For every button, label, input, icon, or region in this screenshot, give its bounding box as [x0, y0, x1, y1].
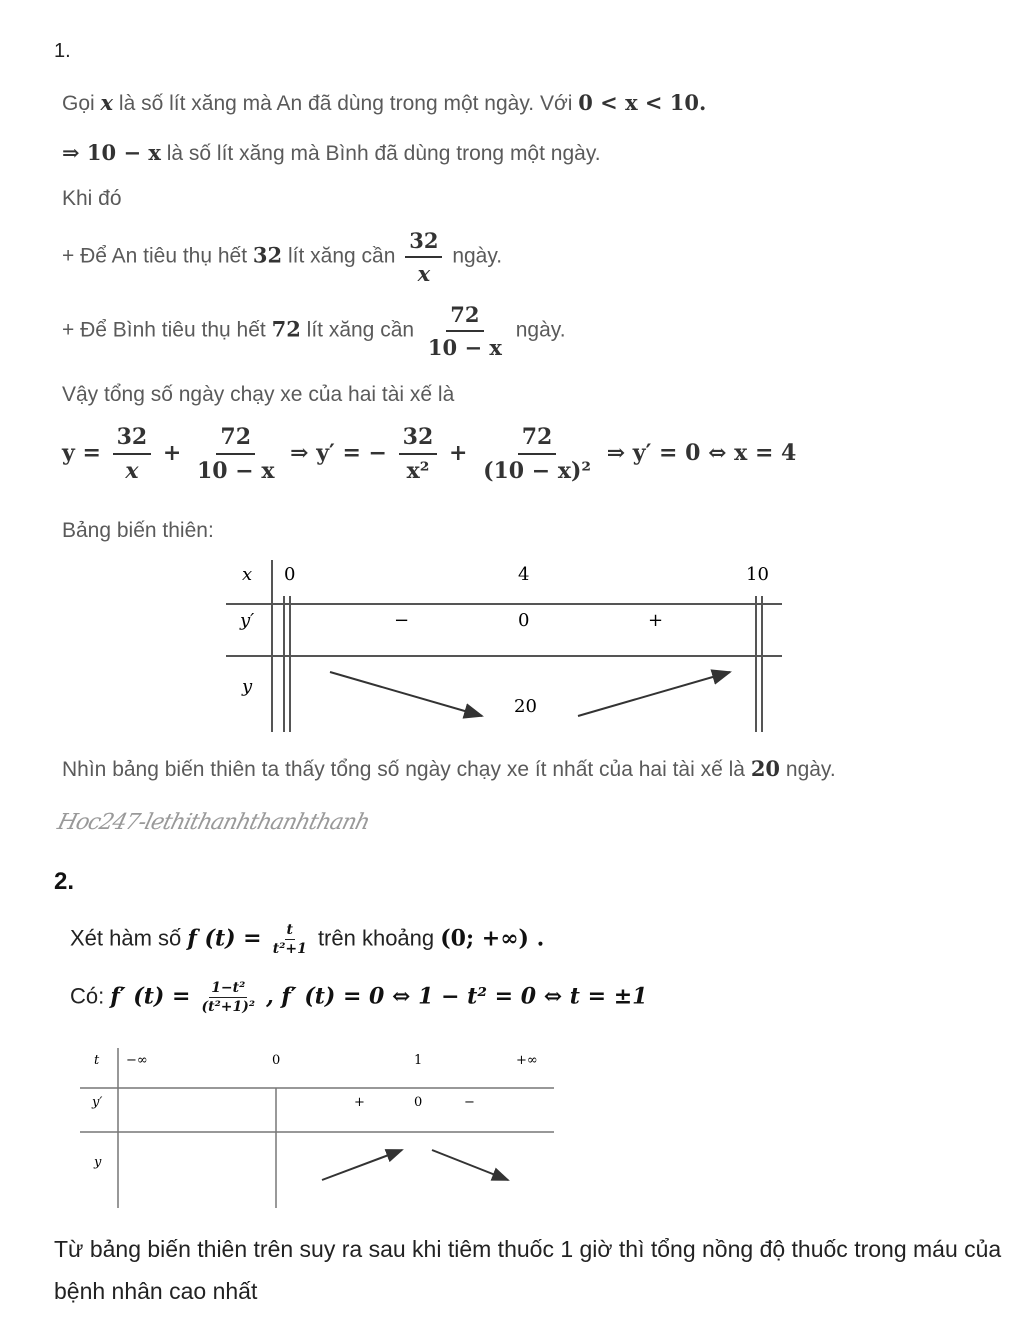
table-sign-plus: +: [354, 1095, 365, 1110]
part2-line1: [70, 922, 544, 957]
part1-line4: [62, 228, 502, 286]
fraction-denominator: 10 − x: [427, 335, 502, 360]
text: Nhìn bảng biến thiên ta thấy tổng số ngày chạy xe ít nhất của hai tài xế là: [62, 758, 745, 781]
variation-table-2: [76, 1044, 560, 1212]
table-x-10: 10: [746, 564, 769, 585]
fraction-denominator: x: [417, 261, 431, 286]
table-label-t: t: [94, 1053, 100, 1068]
text: trên khoảng: [317, 925, 435, 951]
part2-conclusion: Từ bảng biến thiên trên suy ra sau khi tiêm thuốc 1 giờ thì tổng nồng độ thuốc trong máu của bệnh nhân cao nhất: [54, 1236, 1002, 1304]
table-label-yprime: y′: [92, 1095, 103, 1110]
text: + Để Bình tiêu thụ hết: [62, 318, 266, 342]
fraction-numerator: t: [286, 922, 293, 938]
math-number: 72: [271, 316, 301, 342]
eq-part: ⇒ y′ = 0 ⇔ x = 4: [606, 440, 797, 466]
math-expr: f (t) =: [187, 925, 262, 952]
part1-table-title: Bảng biến thiên:: [62, 519, 214, 542]
table-label-yprime: y′: [240, 610, 255, 631]
fraction: [271, 922, 309, 957]
table-sign-plus: +: [648, 610, 664, 631]
arrow-down: [432, 1150, 508, 1180]
math-condition: 0 < x < 10.: [578, 90, 707, 115]
fraction: [113, 424, 152, 484]
fraction-denominator: 10 − x: [196, 458, 275, 484]
text: ngày.: [515, 318, 566, 342]
math-expr: ⇒ 10 − x: [62, 140, 161, 165]
table-sign-minus: −: [464, 1095, 475, 1110]
table-t-0: 0: [272, 1053, 281, 1068]
text: lít xăng cần: [287, 244, 396, 268]
text: là số lít xăng mà Bình đã dùng trong một ngày.: [166, 142, 601, 165]
math-interval: (0; +∞) .: [440, 925, 545, 952]
variation-table-1: [220, 556, 790, 736]
part2-number: 2.: [54, 868, 75, 895]
text: là số lít xăng mà An đã dùng trong một ngày. Với: [118, 92, 573, 115]
part2-line2: [70, 980, 647, 1015]
fraction-denominator: t²+1: [272, 941, 307, 957]
table-label-y: y: [242, 676, 253, 697]
fraction-denominator: (10 − x)²: [483, 458, 592, 484]
fraction-numerator: 32: [405, 228, 442, 258]
text: + Để An tiêu thụ hết: [62, 244, 248, 268]
part1-equation: [62, 424, 796, 484]
fraction: [405, 228, 442, 286]
arrow-up: [322, 1150, 402, 1180]
fraction: [193, 424, 278, 484]
part1-line1: [62, 90, 706, 116]
text: Gọi: [62, 92, 95, 115]
math-number: 32: [252, 242, 283, 268]
table-label-x: x: [242, 564, 253, 585]
table-x-0: 0: [284, 564, 296, 585]
part1-conclusion: [62, 756, 836, 782]
fraction-numerator: 72: [518, 424, 557, 455]
text: lít xăng cần: [306, 318, 415, 342]
fraction-numerator: 72: [446, 302, 483, 332]
fraction-numerator: 32: [399, 424, 438, 455]
text: ngày.: [785, 758, 836, 781]
table-t-neg-inf: −∞: [126, 1053, 148, 1068]
fraction-numerator: 32: [113, 424, 152, 455]
fraction-numerator: 72: [216, 424, 255, 455]
fraction-denominator: (t²+1)²: [201, 999, 255, 1015]
part1-line6: Vậy tổng số ngày chạy xe của hai tài xế là: [62, 383, 455, 406]
fraction: [479, 424, 595, 484]
table-t-pos-inf: +∞: [516, 1053, 538, 1068]
eq-part: y =: [62, 440, 101, 466]
fraction-denominator: x²: [406, 458, 430, 484]
arrow-up: [578, 672, 730, 716]
text: Có:: [70, 983, 105, 1009]
table-sign-zero: 0: [414, 1095, 423, 1110]
math-expr: f′ (t) =: [110, 983, 191, 1010]
arrow-down: [330, 672, 482, 716]
fraction: [200, 980, 257, 1015]
table-label-y: y: [94, 1155, 102, 1170]
table-sign-zero: 0: [518, 610, 530, 631]
fraction: [399, 424, 438, 484]
math-expr: , f′ (t) = 0 ⇔ 1 − t² = 0 ⇔ t = ±1: [266, 983, 648, 1010]
part1-number: 1.: [54, 40, 71, 62]
table-x-4: 4: [518, 564, 530, 585]
eq-part: +: [448, 440, 468, 466]
table-y-min: 20: [514, 696, 537, 717]
eq-part: ⇒ y′ = −: [290, 440, 387, 466]
fraction-denominator: x: [125, 458, 139, 484]
text: ngày.: [452, 244, 503, 268]
text: Xét hàm số: [70, 925, 182, 951]
table-sign-minus: −: [394, 610, 410, 631]
part1-line5: [62, 302, 566, 360]
table-t-1: 1: [414, 1053, 423, 1068]
watermark-signature: Hoc247-lethithanhthanhthanh: [54, 810, 372, 835]
fraction: [424, 302, 506, 360]
fraction-numerator: 1−t²: [211, 980, 246, 996]
eq-part: +: [162, 440, 182, 466]
math-var: x: [100, 90, 114, 115]
math-number: 20: [750, 756, 781, 781]
part1-line3: Khi đó: [62, 187, 122, 210]
part1-line2: [62, 140, 601, 166]
